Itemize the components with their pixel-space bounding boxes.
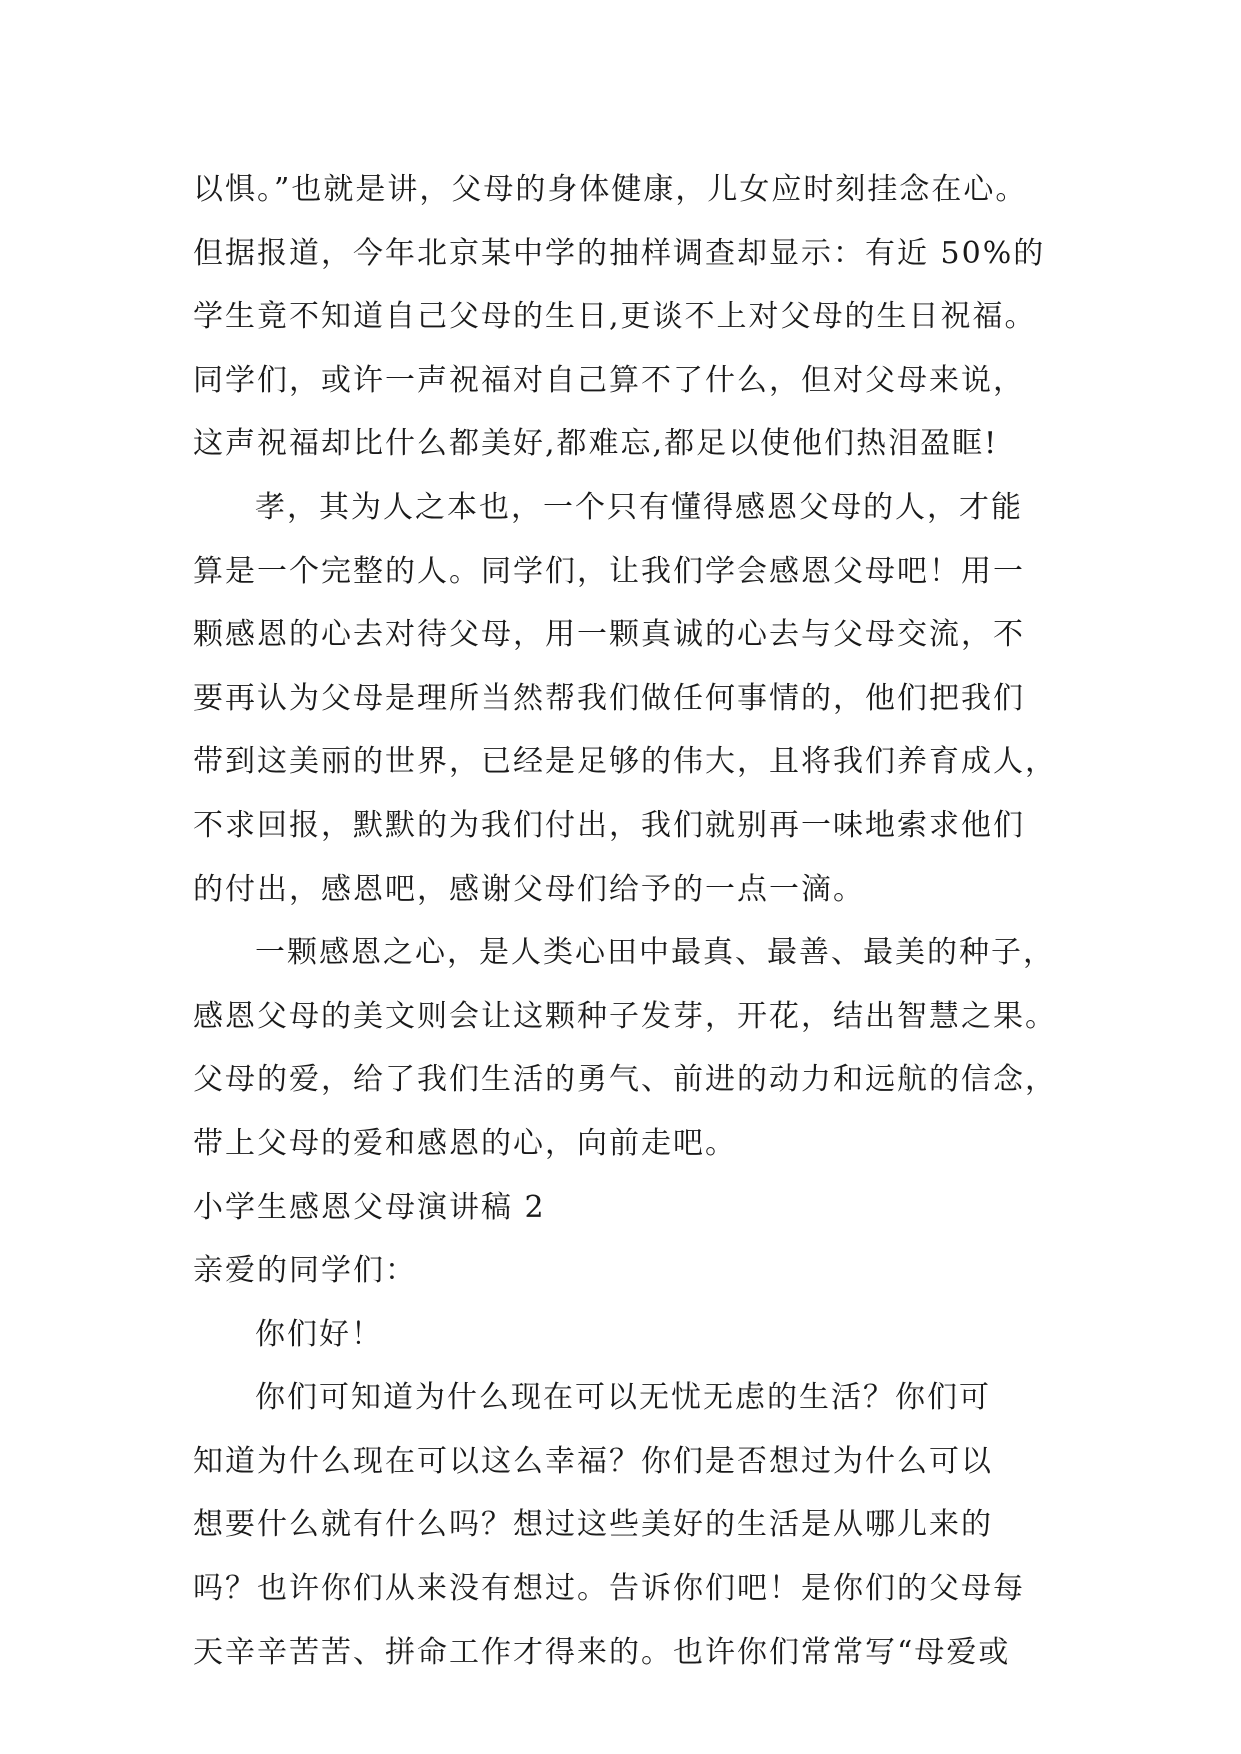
text-line: 亲爱的同学们： (193, 1253, 417, 1289)
text-line: 这声祝福却比什么都美好,都难忘,都足以使他们热泪盈眶! (193, 426, 999, 462)
text-line: 感恩父母的美文则会让这颗种子发芽，开花，结出智慧之果。 (193, 998, 1057, 1034)
text-line: 一颗感恩之心，是人类心田中最真、最善、最美的种子， (255, 935, 1055, 971)
text-line: 要再认为父母是理所当然帮我们做任何事情的，他们把我们 (193, 680, 1025, 716)
text-line: 天辛辛苦苦、拼命工作才得来的。也许你们常常写“母爱或 (193, 1634, 1011, 1670)
text-line: 吗？也许你们从来没有想过。告诉你们吧！是你们的父母每 (193, 1571, 1025, 1607)
text-line: 但据报道，今年北京某中学的抽样调查却显示：有近 50%的 (193, 235, 1046, 271)
document-body (193, 158, 1093, 1684)
text-line: 父母的爱，给了我们生活的勇气、前进的动力和远航的信念， (193, 1062, 1057, 1098)
text-line: 你们好！ (255, 1316, 383, 1352)
text-line: 学生竟不知道自己父母的生日,更谈不上对父母的生日祝福。 (193, 299, 1037, 335)
text-line: 知道为什么现在可以这么幸福？你们是否想过为什么可以 (193, 1443, 993, 1479)
text-line: 带到这美丽的世界，已经是足够的伟大，且将我们养育成人， (193, 744, 1057, 780)
text-line: 颗感恩的心去对待父母，用一颗真诚的心去与父母交流，不 (193, 617, 1025, 653)
text-line: 带上父母的爱和感恩的心，向前走吧。 (193, 1125, 737, 1161)
text-line: 想要什么就有什么吗？想过这些美好的生活是从哪儿来的 (193, 1507, 993, 1543)
text-line: 算是一个完整的人。同学们，让我们学会感恩父母吧！用一 (193, 553, 1025, 589)
text-line: 小学生感恩父母演讲稿 2 (193, 1189, 546, 1225)
text-line: 你们可知道为什么现在可以无忧无虑的生活？你们可 (255, 1380, 991, 1416)
text-line: 孝，其为人之本也，一个只有懂得感恩父母的人，才能 (255, 489, 1023, 525)
text-line: 同学们，或许一声祝福对自己算不了什么，但对父母来说， (193, 362, 1025, 398)
text-line: 以惧。”也就是讲，父母的身体健康，儿女应时刻挂念在心。 (193, 172, 1028, 207)
text-line: 的付出，感恩吧，感谢父母们给予的一点一滴。 (193, 871, 865, 907)
text-line: 不求回报，默默的为我们付出，我们就别再一味地索求他们 (193, 807, 1025, 843)
